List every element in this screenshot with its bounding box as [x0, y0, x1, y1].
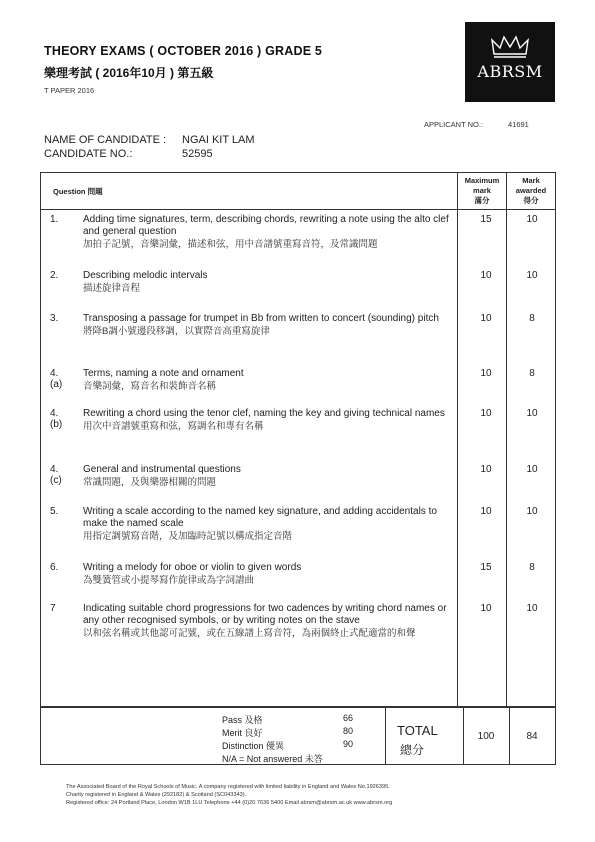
- paper-label: T PAPER 2016: [44, 86, 95, 95]
- grade-pass-value: 66: [343, 713, 354, 723]
- max-column: [458, 210, 507, 707]
- max-mark-value: 15: [480, 562, 492, 573]
- grade-merit-label: Merit 良好: [222, 728, 263, 738]
- candidate-no-value: 52595: [182, 148, 213, 160]
- applicant-label: APPLICANT NO.:: [424, 120, 484, 129]
- crown-icon: [490, 34, 530, 60]
- candidate-no-label: CANDIDATE NO.:: [44, 148, 133, 160]
- max-mark-value: 10: [480, 408, 492, 419]
- na-note: N/A = Not answered 未答: [222, 754, 323, 764]
- total-label-zh: 總分: [400, 743, 425, 757]
- mark-awarded-header: Mark awarded 得分: [507, 173, 556, 210]
- grade-distinction-value: 90: [343, 739, 354, 749]
- max-mark-header: Maximum mark 滿分: [458, 173, 507, 210]
- exam-title-zh: 樂理考試 ( 2016年10月 ) 第五級: [44, 66, 214, 80]
- awarded-mark-value: 10: [526, 464, 538, 475]
- max-mark-value: 15: [480, 214, 492, 225]
- grade-pass-label: Pass 及格: [222, 715, 263, 725]
- awarded-column: [507, 210, 556, 707]
- exam-title: THEORY EXAMS ( OCTOBER 2016 ) GRADE 5: [44, 44, 323, 58]
- awarded-mark-value: 8: [529, 562, 535, 573]
- total-max-value: 100: [477, 731, 495, 742]
- awarded-mark-value: 8: [529, 368, 535, 379]
- max-mark-value: 10: [480, 464, 492, 475]
- grade-distinction-label: Distinction 優異: [222, 741, 285, 751]
- logo-text: ABRSM: [477, 62, 543, 81]
- max-mark-value: 10: [480, 270, 492, 281]
- candidate-name-value: NGAI KIT LAM: [182, 134, 255, 146]
- awarded-mark-value: 10: [526, 506, 538, 517]
- footer-line: Charity registered in England & Wales (292182) & Scotland (SC043343).: [66, 792, 247, 798]
- applicant-value: 41691: [508, 120, 529, 129]
- awarded-mark-value: 8: [529, 313, 535, 324]
- divider: [385, 708, 386, 764]
- awarded-mark-value: 10: [526, 603, 538, 614]
- abrsm-logo: [465, 22, 555, 102]
- question-header: Question 問題: [41, 173, 458, 210]
- max-mark-value: 10: [480, 603, 492, 614]
- awarded-mark-value: 10: [526, 214, 538, 225]
- footer-line: The Associated Board of the Royal Schools of Music. A company registered with limited liability in England and Wales No.1926395.: [66, 784, 390, 790]
- candidate-name-label: NAME OF CANDIDATE :: [44, 134, 167, 146]
- max-mark-value: 10: [480, 313, 492, 324]
- max-mark-value: 10: [480, 368, 492, 379]
- awarded-mark-value: 10: [526, 408, 538, 419]
- max-mark-value: 10: [480, 506, 492, 517]
- grade-merit-value: 80: [343, 726, 354, 736]
- total-label: TOTAL: [397, 723, 438, 738]
- awarded-mark-value: 10: [526, 270, 538, 281]
- total-awarded-value: 84: [526, 731, 538, 742]
- footer-line: Registered office: 24 Portland Place, London W1B 1LU Telephone +44 (0)20 7636 5400 Email abrsm@abrsm.ac.uk www.abrsm.org: [66, 800, 393, 806]
